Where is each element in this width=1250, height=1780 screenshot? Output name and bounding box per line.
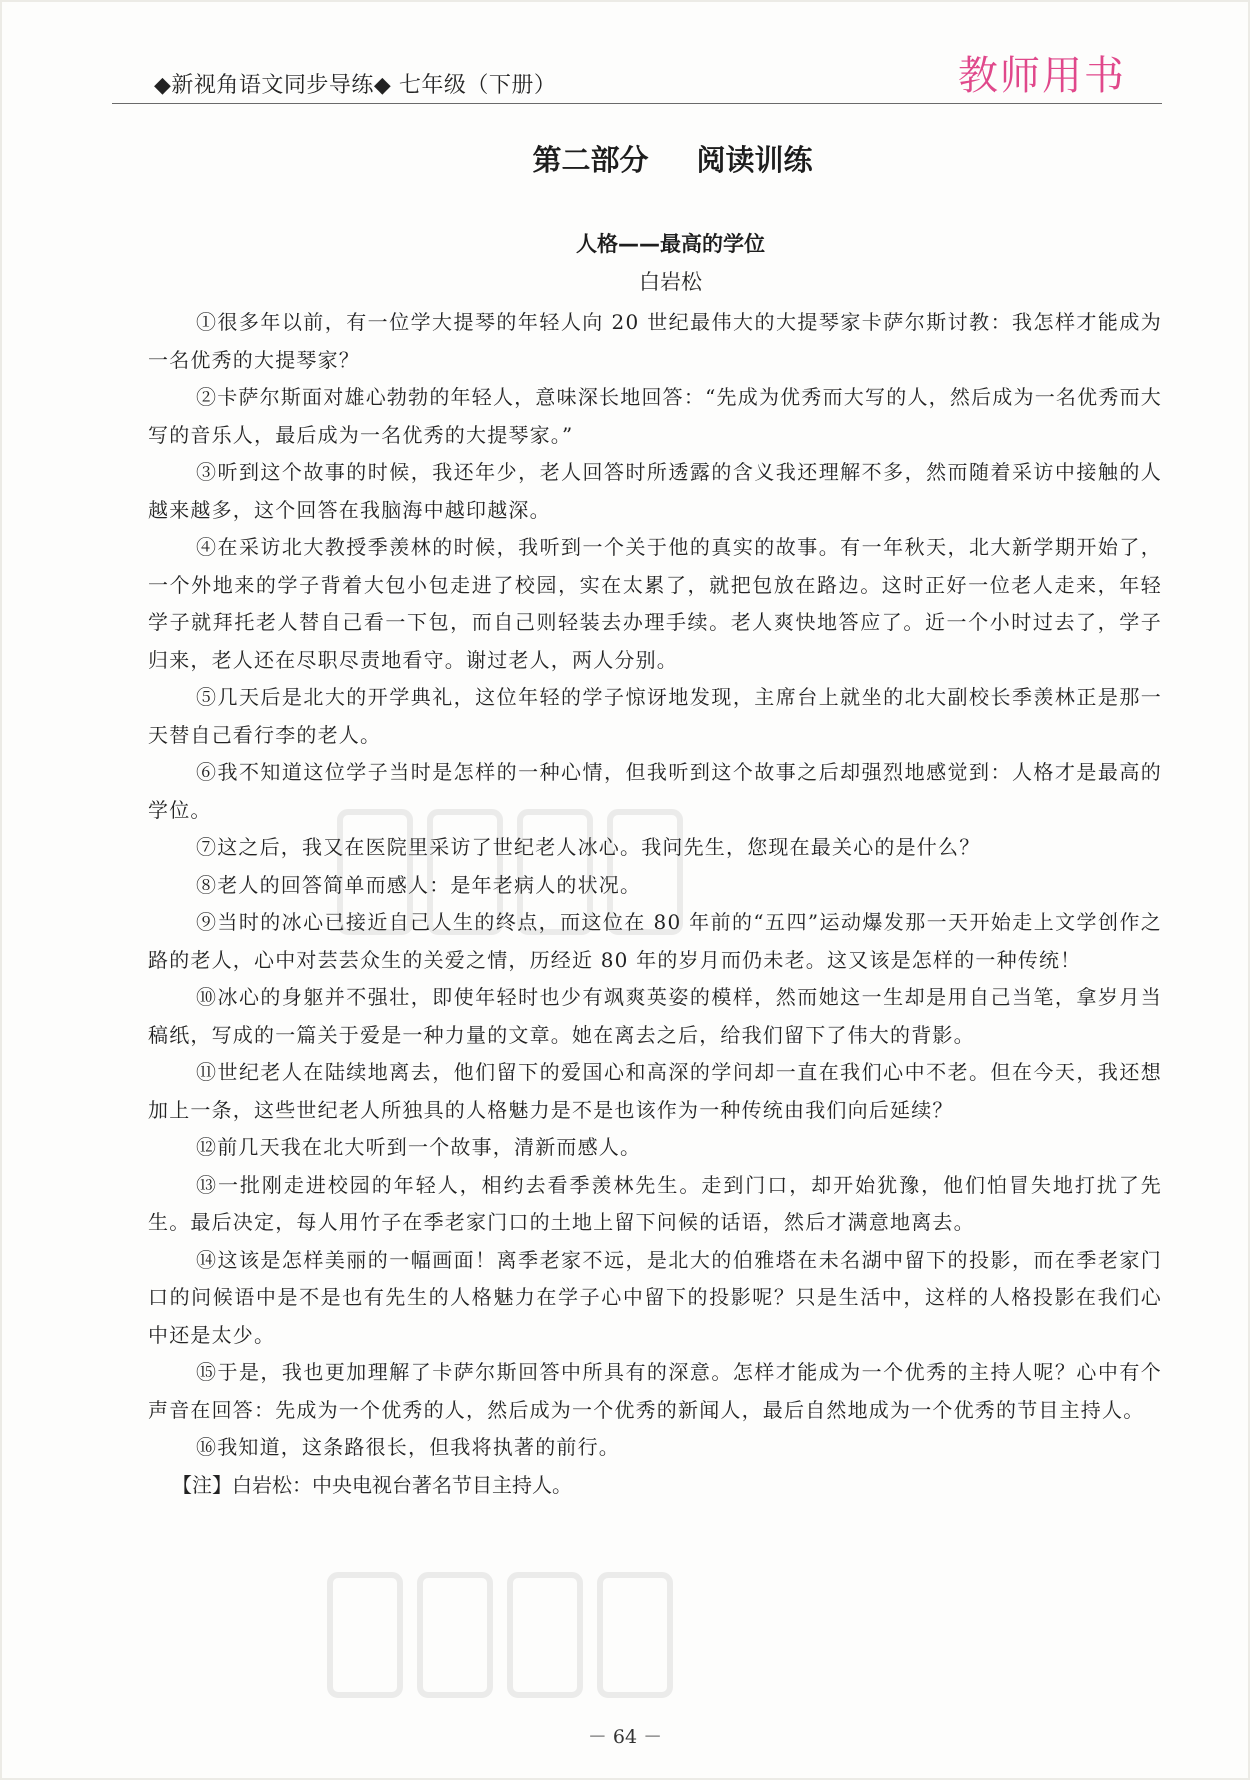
paragraph: ⑨当时的冰心已接近自己人生的终点，而这位在 80 年前的“五四”运动爆发那一天开始走上文学创作之路的老人，心中对芸芸众生的关爱之情，历经近 80 年的岁月而仍未老。这又该是怎样的一种传统！ [148,910,1162,972]
paragraph: ⑩冰心的身躯并不强壮，即使年轻时也少有飒爽英姿的模样，然而她这一生却是用自己当笔，拿岁月当稿纸，写成的一篇关于爱是一种力量的文章。她在离去之后，给我们留下了伟大的背影。 [148,985,1162,1047]
paragraph: ①很多年以前，有一位学大提琴的年轻人向 20 世纪最伟大的大提琴家卡萨尔斯讨教：我怎样才能成为一名优秀的大提琴家？ [148,310,1162,372]
article-author: 白岩松 [639,270,702,294]
paragraph: ⑭这该是怎样美丽的一幅画面！离季老家不远，是北大的伯雅塔在未名湖中留下的投影，而在季老家门口的问候语中是不是也有先生的人格魅力在学子心中留下的投影呢？只是生活中，这样的人格投影在我们心中还是太少。 [148,1247,1162,1347]
paragraph: ⑧老人的回答简单而感人：是年老病人的状况。 [196,872,642,897]
paragraph: ⑫前几天我在北大听到一个故事，清新而感人。 [196,1135,642,1159]
page-header [112,55,1162,104]
paragraph: ⑯我知道，这条路很长，但我将执著的前行。 [196,1435,620,1459]
paragraph: ⑤几天后是北大的开学典礼，这位年轻的学子惊讶地发现，主席台上就坐的北大副校长季羡林正是那一天替自己看行李的老人。 [148,685,1162,747]
teacher-edition-stamp: 教师用书 [958,53,1126,99]
article-title: 人格——最高的学位 [576,232,765,256]
article-body [148,304,1162,1504]
paragraph: ⑮于是，我也更加理解了卡萨尔斯回答中所具有的深意。怎样才能成为一个优秀的主持人呢？心中有个声音在回答：先成为一个优秀的人，然后成为一个优秀的新闻人，最后自然地成为一个优秀的节目主持人。 [148,1360,1162,1422]
book-title: ◆新视角语文同步导练◆ 七年级（下册） [154,73,557,98]
author-note: 【注】白岩松：中央电视台著名节目主持人。 [172,1472,572,1497]
page-number: － 64 － [587,1726,663,1748]
section-title: 第二部分 阅读训练 [532,143,813,177]
paragraph: ⑪世纪老人在陆续地离去，他们留下的爱国心和高深的学问却一直在我们心中不老。但在今天，我还想加上一条，这些世纪老人所独具的人格魅力是不是也该作为一种传统由我们向后延续？ [148,1060,1162,1122]
paragraph: ④在采访北大教授季羡林的时候，我听到一个关于他的真实的故事。有一年秋天，北大新学期开始了，一个外地来的学子背着大包小包走进了校园，实在太累了，就把包放在路边。这时正好一位老人走来，年轻学子就拜托老人替自己看一下包，而自己则轻装去办理手续。老人爽快地答应了。近一个小时过去了，学子归来，老人还在尽职尽责地看守。谢过老人，两人分别。 [148,535,1162,672]
paragraph: ②卡萨尔斯面对雄心勃勃的年轻人，意味深长地回答：“先成为优秀而大写的人，然后成为一名优秀而大写的音乐人，最后成为一名优秀的大提琴家。” [148,385,1162,447]
paragraph: ⑥我不知道这位学子当时是怎样的一种心情，但我听到这个故事之后却强烈地感觉到：人格才是最高的学位。 [148,760,1162,822]
paragraph: ⑦这之后，我又在医院里采访了世纪老人冰心。我问先生，您现在最关心的是什么？ [196,835,981,859]
paragraph: ⑬一批刚走进校园的年轻人，相约去看季羡林先生。走到门口，却开始犹豫，他们怕冒失地打扰了先生。最后决定，每人用竹子在季老家门口的土地上留下问候的话语，然后才满意地离去。 [148,1172,1162,1234]
watermark-icon [320,1535,680,1745]
paragraph: ③听到这个故事的时候，我还年少，老人回答时所透露的含义我还理解不多，然而随着采访中接触的人越来越多，这个回答在我脑海中越印越深。 [148,460,1162,522]
